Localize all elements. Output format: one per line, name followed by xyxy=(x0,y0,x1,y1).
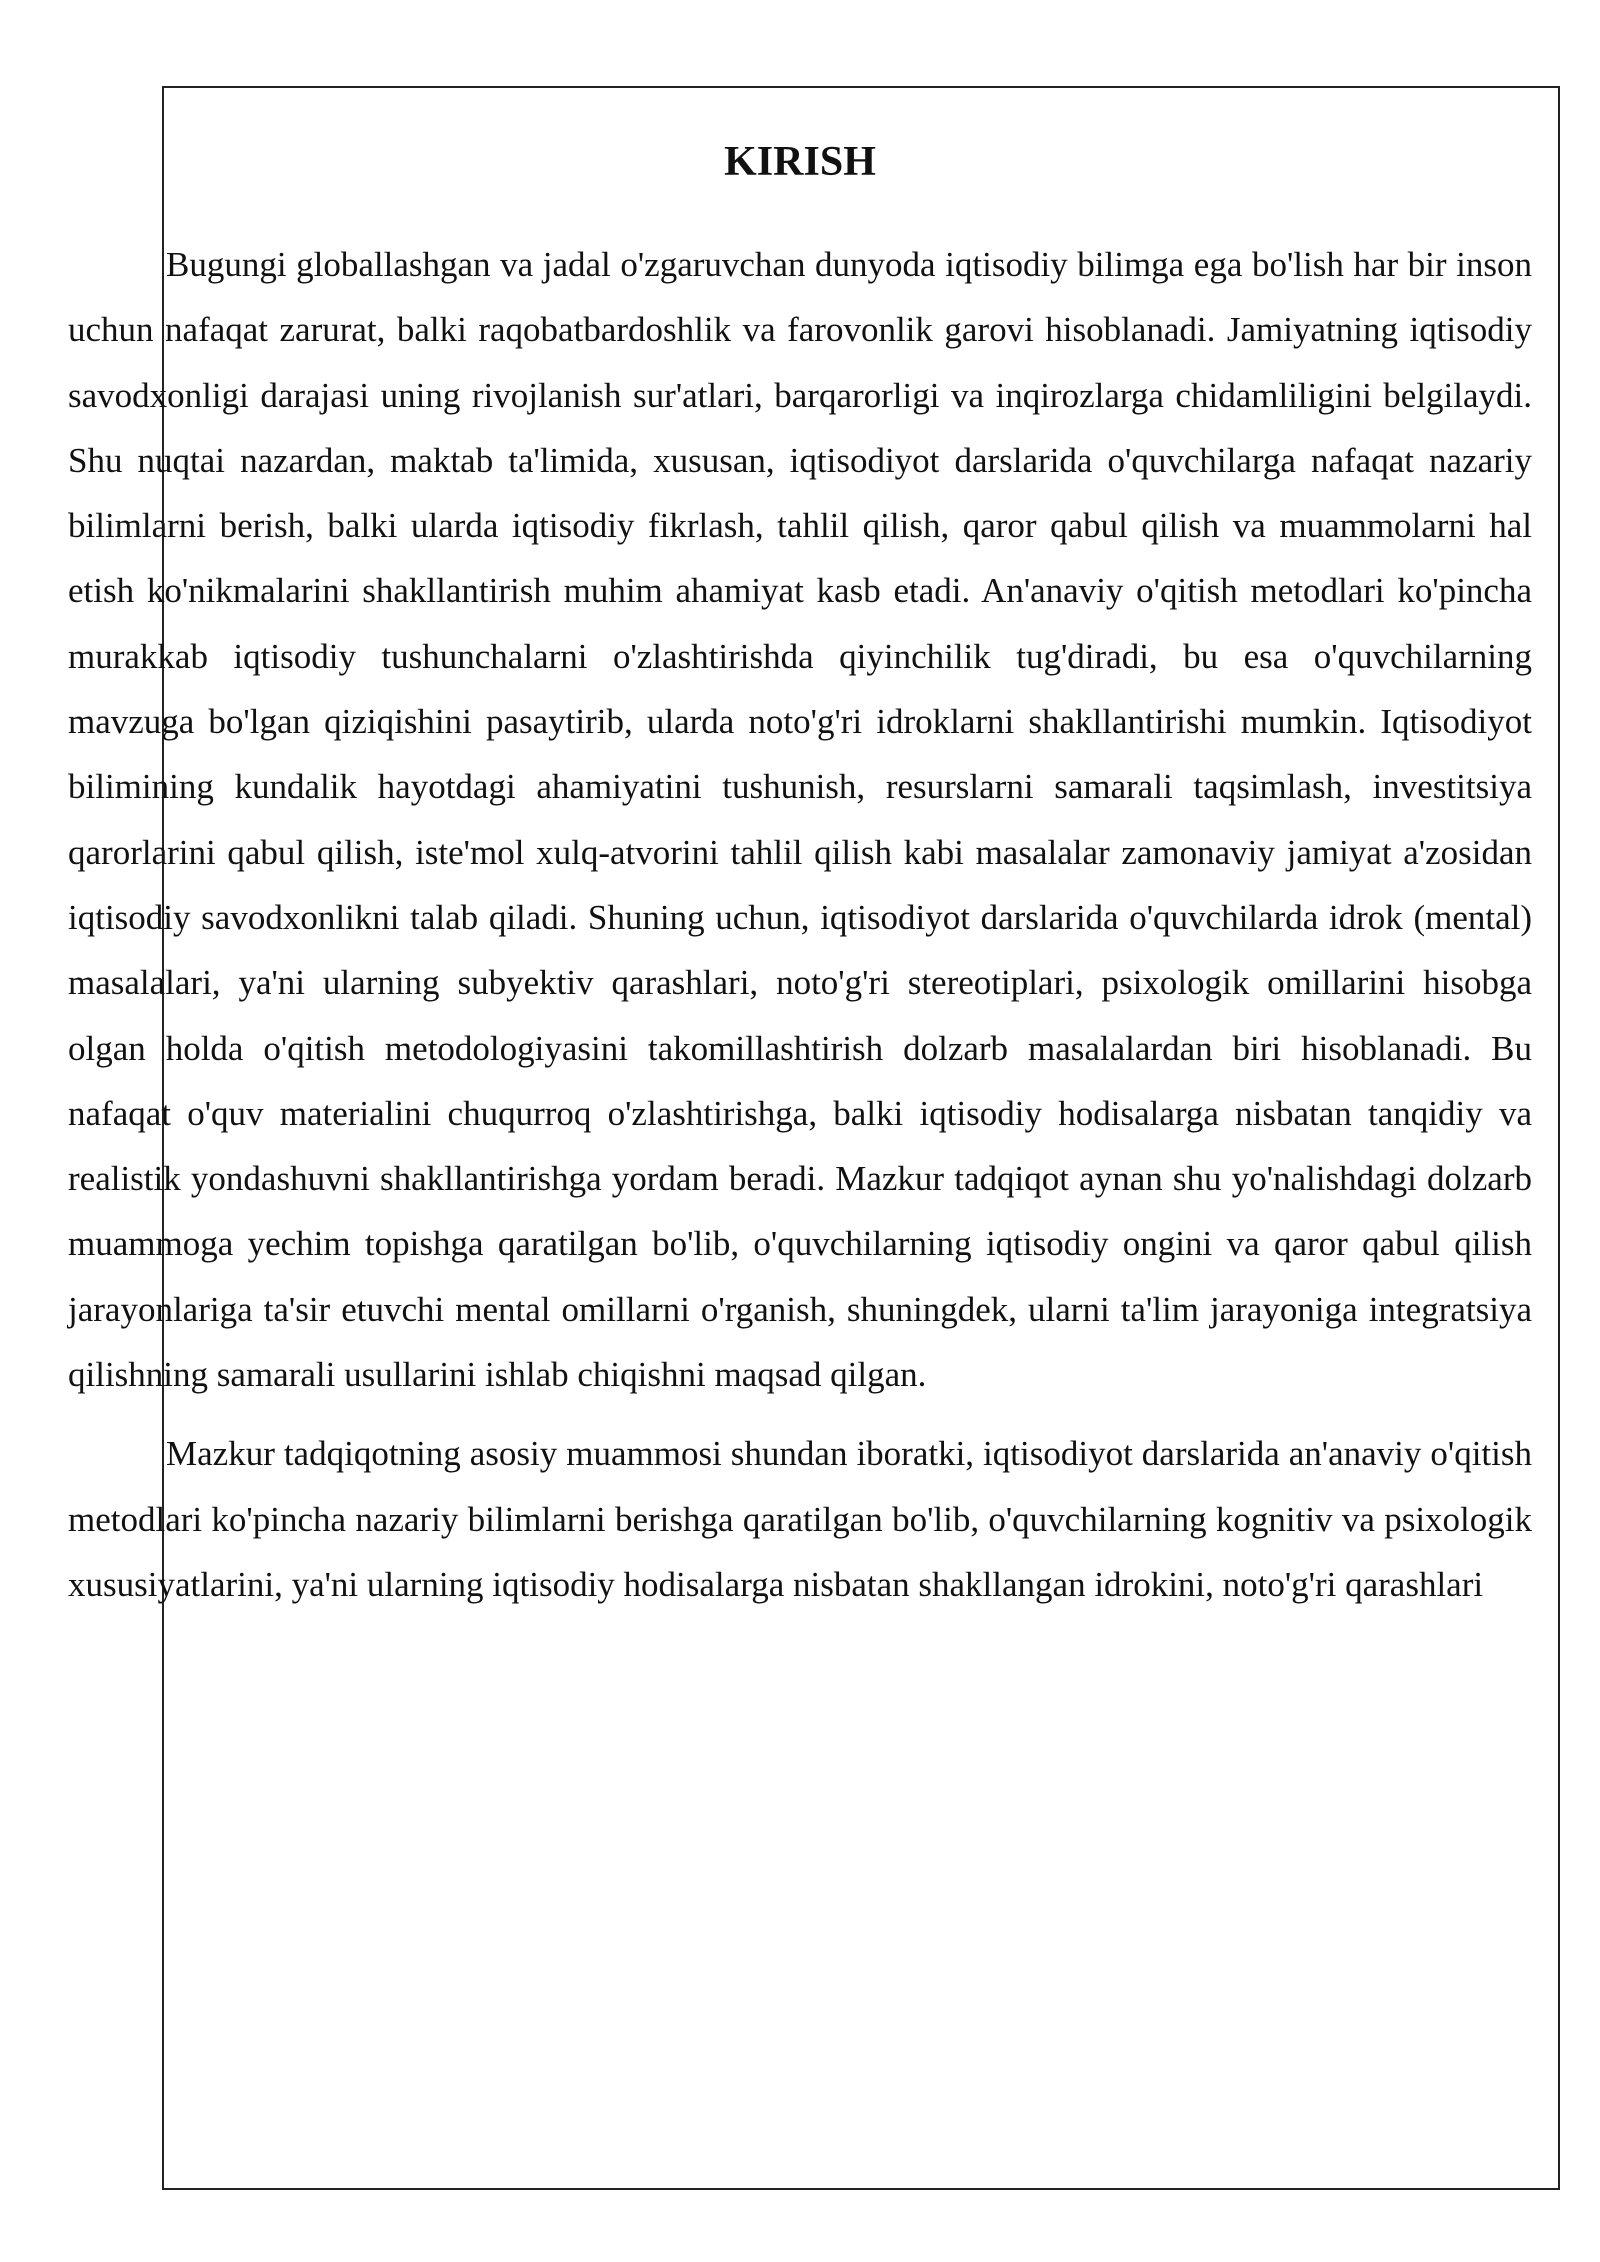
paragraph-2: Mazkur tadqiqotning asosiy muammosi shundan iboratki, iqtisodiyot darslarida an'anaviy o'qitish metodlari ko'pincha nazariy bilimlarni berishga qaratilgan bo'lib, o'quvchilarning kognitiv va psixologik xususiyatlarini, ya'ni ularning iqtisodiy hodisalarga nisbatan shakllangan idrokini, noto'g'ri qarashlari xyxy=(68,1434,1532,1604)
page-title: KIRISH xyxy=(724,139,876,185)
paragraph-1: Bugungi globallashgan va jadal o'zgaruvchan dunyoda iqtisodiy bilimga ega bo'lish har bir inson uchun nafaqat zarurat, balki raqobatbardoshlik va farovonlik garovi hisoblanadi. Jamiyatning iqtisodiy savodxonligi darajasi uning rivojlanish sur'atlari, barqarorligi va inqirozlarga chidamliligini belgilaydi. Shu nuqtai nazardan, maktab ta'limida, xususan, iqtisodiyot darslarida o'quvchilarga nafaqat nazariy bilimlarni berish, balki ularda iqtisodiy fikrlash, tahlil qilish, qaror qabul qilish va muammolarni hal etish ko'nikmalarini shakllantirish muhim ahamiyat kasb etadi. An'anaviy o'qitish metodlari ko'pincha murakkab iqtisodiy tushunchalarni o'zlashtirishda qiyinchilik tug'diradi, bu esa o'quvchilarning mavzuga bo'lgan qiziqishini pasaytirib, ularda noto'g'ri idroklarni shakllantirishi mumkin. Iqtisodiyot bilimining kundalik hayotdagi ahamiyatini tushunish, resurslarni samarali taqsimlash, investitsiya qarorlarini qabul qilish, iste'mol xulq-atvorini tahlil qilish kabi masalalar zamonaviy jamiyat a'zosidan iqtisodiy savodxonlikni talab qiladi. Shuning uchun, iqtisodiyot darslarida o'quvchilarda idrok (mental) masalalari, ya'ni ularning subyektiv qarashlari, noto'g'ri stereotiplari, psixologik omillarini hisobga olgan holda o'qitish metodologiyasini takomillashtirish dolzarb masalalardan biri hisoblanadi. Bu nafaqat o'quv materialini chuqurroq o'zlashtirishga, balki iqtisodiy hodisalarga nisbatan tanqidiy va realistik yondashuvni shakllantirishga yordam beradi. Mazkur tadqiqot aynan shu yo'nalishdagi dolzarb muammoga yechim topishga qaratilgan bo'lib, o'quvchilarning iqtisodiy ongini va qaror qabul qilish jarayonlariga ta'sir etuvchi mental omillarni o'rganish, shuningdek, ularni ta'lim jarayoniga integratsiya qilishning samarali usullarini ishlab chiqishni maqsad qilgan. xyxy=(68,245,1532,1395)
document-body xyxy=(68,232,1532,1631)
